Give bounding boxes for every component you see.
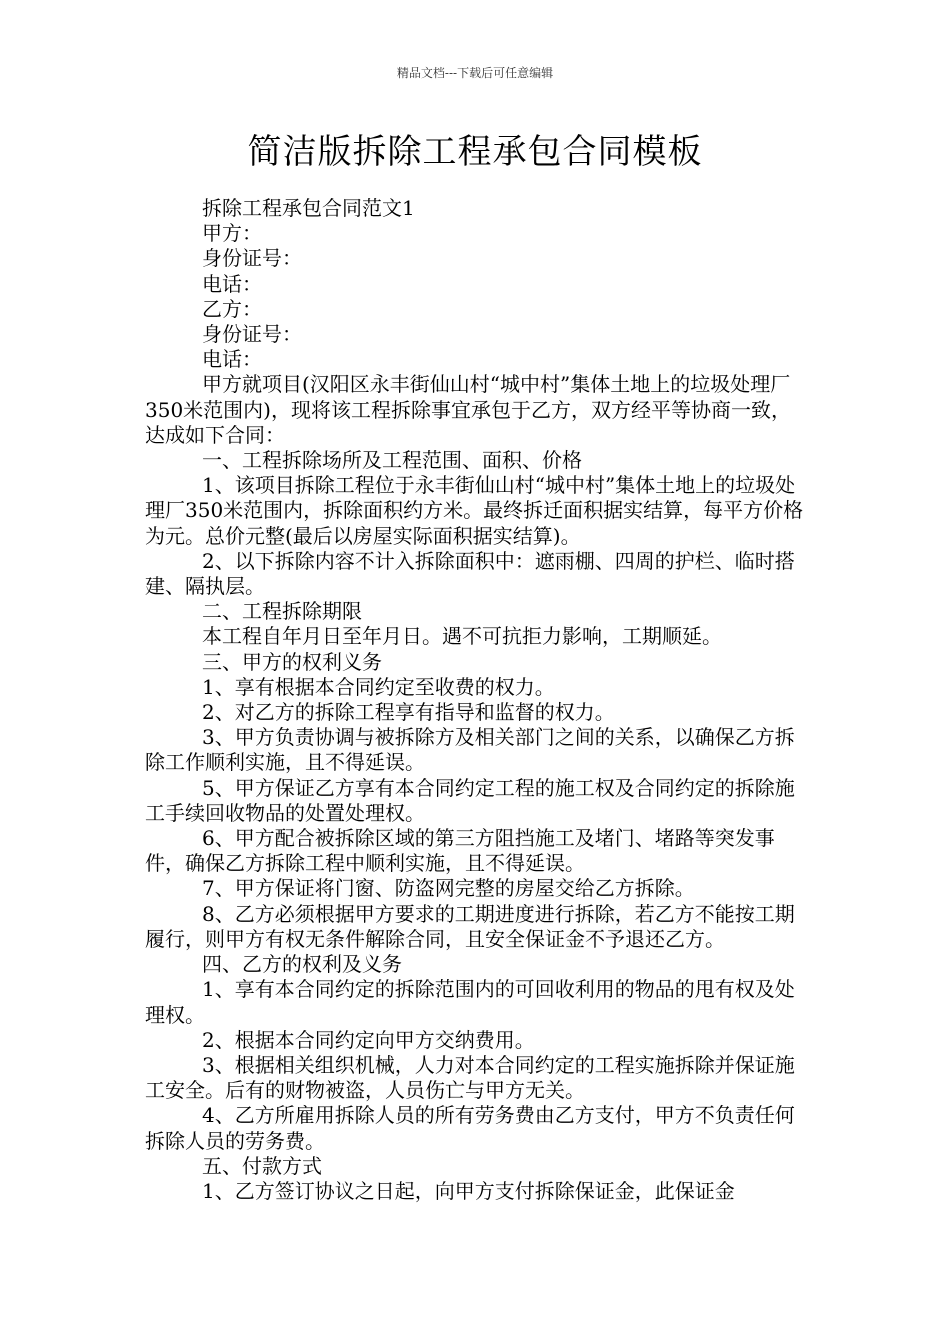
paragraph: 3、甲方负责协调与被拆除方及相关部门之间的关系，以确保乙方拆除工作顺利实施，且不得延误。 [145, 725, 795, 775]
paragraph: 6、甲方配合被拆除区域的第三方阻挡施工及堵门、堵路等突发事件，确保乙方拆除工程中顺利实施，且不得延误。 [145, 826, 775, 876]
paragraph: 四、乙方的权利及义务 [202, 952, 402, 977]
paragraph: 2、根据本合同约定向甲方交纳费用。 [202, 1027, 535, 1052]
paragraph: 1、乙方签订协议之日起，向甲方支付拆除保证金，此保证金 [202, 1178, 735, 1203]
paragraph: 三、甲方的权利义务 [202, 649, 382, 674]
paragraph: 五、付款方式 [202, 1153, 322, 1178]
paragraph: 一、工程拆除场所及工程范围、面积、价格 [202, 448, 582, 473]
paragraph: 7、甲方保证将门窗、防盗网完整的房屋交给乙方拆除。 [202, 876, 695, 901]
paragraph: 电话： [202, 271, 262, 296]
paragraph: 1、该项目拆除工程位于永丰街仙山村“城中村”集体土地上的垃圾处理厂350米范围内，拆除面积约方米。最终拆迁面积据实结算，每平方价格为元。总价元整(最后以房屋实际面积据实结算)。 [145, 473, 804, 548]
paragraph: 乙方： [202, 296, 262, 321]
paragraph: 甲方就项目(汉阳区永丰街仙山村“城中村”集体土地上的垃圾处理厂350米范围内)，现将该工程拆除事宜承包于乙方，双方经平等协商一致，达成如下合同： [145, 372, 791, 447]
paragraph: 本工程自年月日至年月日。遇不可抗拒力影响，工期顺延。 [202, 624, 722, 649]
paragraph: 4、乙方所雇用拆除人员的所有劳务费由乙方支付，甲方不负责任何拆除人员的劳务费。 [145, 1103, 795, 1153]
document-body [145, 196, 809, 1204]
paragraph: 二、工程拆除期限 [202, 599, 362, 624]
page-header-note: 精品文档---下载后可任意编辑 [396, 66, 554, 80]
paragraph: 2、对乙方的拆除工程享有指导和监督的权力。 [202, 700, 615, 725]
paragraph: 甲方： [202, 221, 262, 246]
paragraph: 8、乙方必须根据甲方要求的工期进度进行拆除，若乙方不能按工期履行，则甲方有权无条件解除合同，且安全保证金不予退还乙方。 [145, 901, 795, 951]
paragraph: 2、以下拆除内容不计入拆除面积中：遮雨棚、四周的护栏、临时搭建、隔执层。 [145, 548, 795, 599]
paragraph: 5、甲方保证乙方享有本合同约定工程的施工权及合同约定的拆除施工手续回收物品的处置处理权。 [145, 775, 795, 825]
paragraph: 电话： [202, 347, 262, 372]
paragraph: 身份证号： [202, 246, 302, 271]
paragraph: 1、享有本合同约定的拆除范围内的可回收利用的物品的甩有权及处理权。 [145, 977, 795, 1027]
paragraph: 拆除工程承包合同范文1 [202, 196, 415, 220]
paragraph: 3、根据相关组织机械，人力对本合同约定的工程实施拆除并保证施工安全。后有的财物被盗，人员伤亡与甲方无关。 [145, 1052, 795, 1103]
document-title: 简洁版拆除工程承包合同模板 [247, 132, 703, 172]
paragraph: 1、享有根据本合同约定至收费的权力。 [202, 674, 555, 699]
paragraph: 身份证号： [202, 322, 302, 347]
